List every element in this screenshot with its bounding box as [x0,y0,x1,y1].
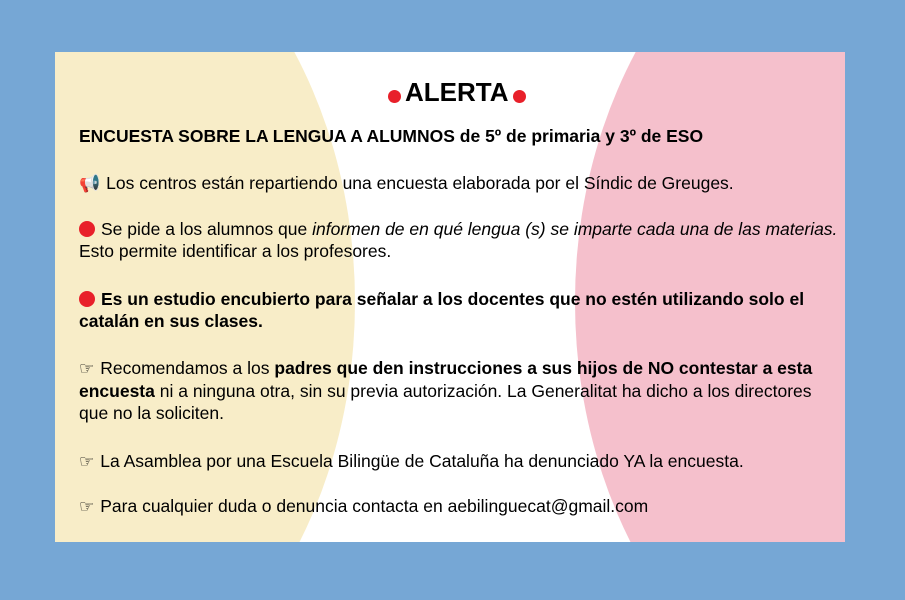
paragraph-contact [79,495,839,518]
paragraph-assembly-denounced [79,450,839,473]
paragraph-text-bold: padres que den instrucciones a sus hijos de NO contestar a esta encuesta [79,358,813,401]
paragraph-text: Para cualquier duda o denuncia contacta en aebilinguecat@gmail.com [100,496,649,516]
red-dot-icon [513,90,526,103]
paragraph-text-start: Se pide a los alumnos que [101,219,313,239]
red-circle-icon [79,291,95,307]
paragraph-covert-study [79,288,839,332]
paragraph-text-end: ni a ninguna otra, sin su previa autorización. La Generalitat ha dicho a los directores que no la soliciten. [79,381,812,423]
alert-card [55,52,845,542]
red-dot-icon [388,90,401,103]
red-circle-icon [79,221,95,237]
paragraph-survey-distribution [79,172,839,195]
megaphone-icon: 📢 [79,174,101,193]
paragraph-text: Es un estudio encubierto para señalar a los docentes que no estén utilizando solo el catalán en sus clases. [79,289,805,331]
alert-title [384,72,530,112]
alert-title-text: ALERTA [405,77,509,107]
pointing-hand-icon: ☞ [79,452,95,471]
pointing-hand-icon: ☞ [79,359,95,378]
paragraph-recommendation [79,357,839,424]
paragraph-text-start: Recomendamos a los [100,358,275,378]
headline: ENCUESTA SOBRE LA LENGUA A ALUMNOS de 5º de primaria y 3º de ESO [79,126,704,146]
paragraph-students-asked [79,218,839,262]
paragraph-text-italic: informen de en qué lengua (s) se imparte cada una de las materias. [312,219,838,239]
paragraph-text-end: Esto permite identificar a los profesores. [79,241,392,261]
pointing-hand-icon: ☞ [79,497,95,516]
paragraph-text: Los centros están repartiendo una encuesta elaborada por el Síndic de Greuges. [106,173,734,193]
paragraph-text: La Asamblea por una Escuela Bilingüe de Cataluña ha denunciado YA la encuesta. [100,451,744,471]
